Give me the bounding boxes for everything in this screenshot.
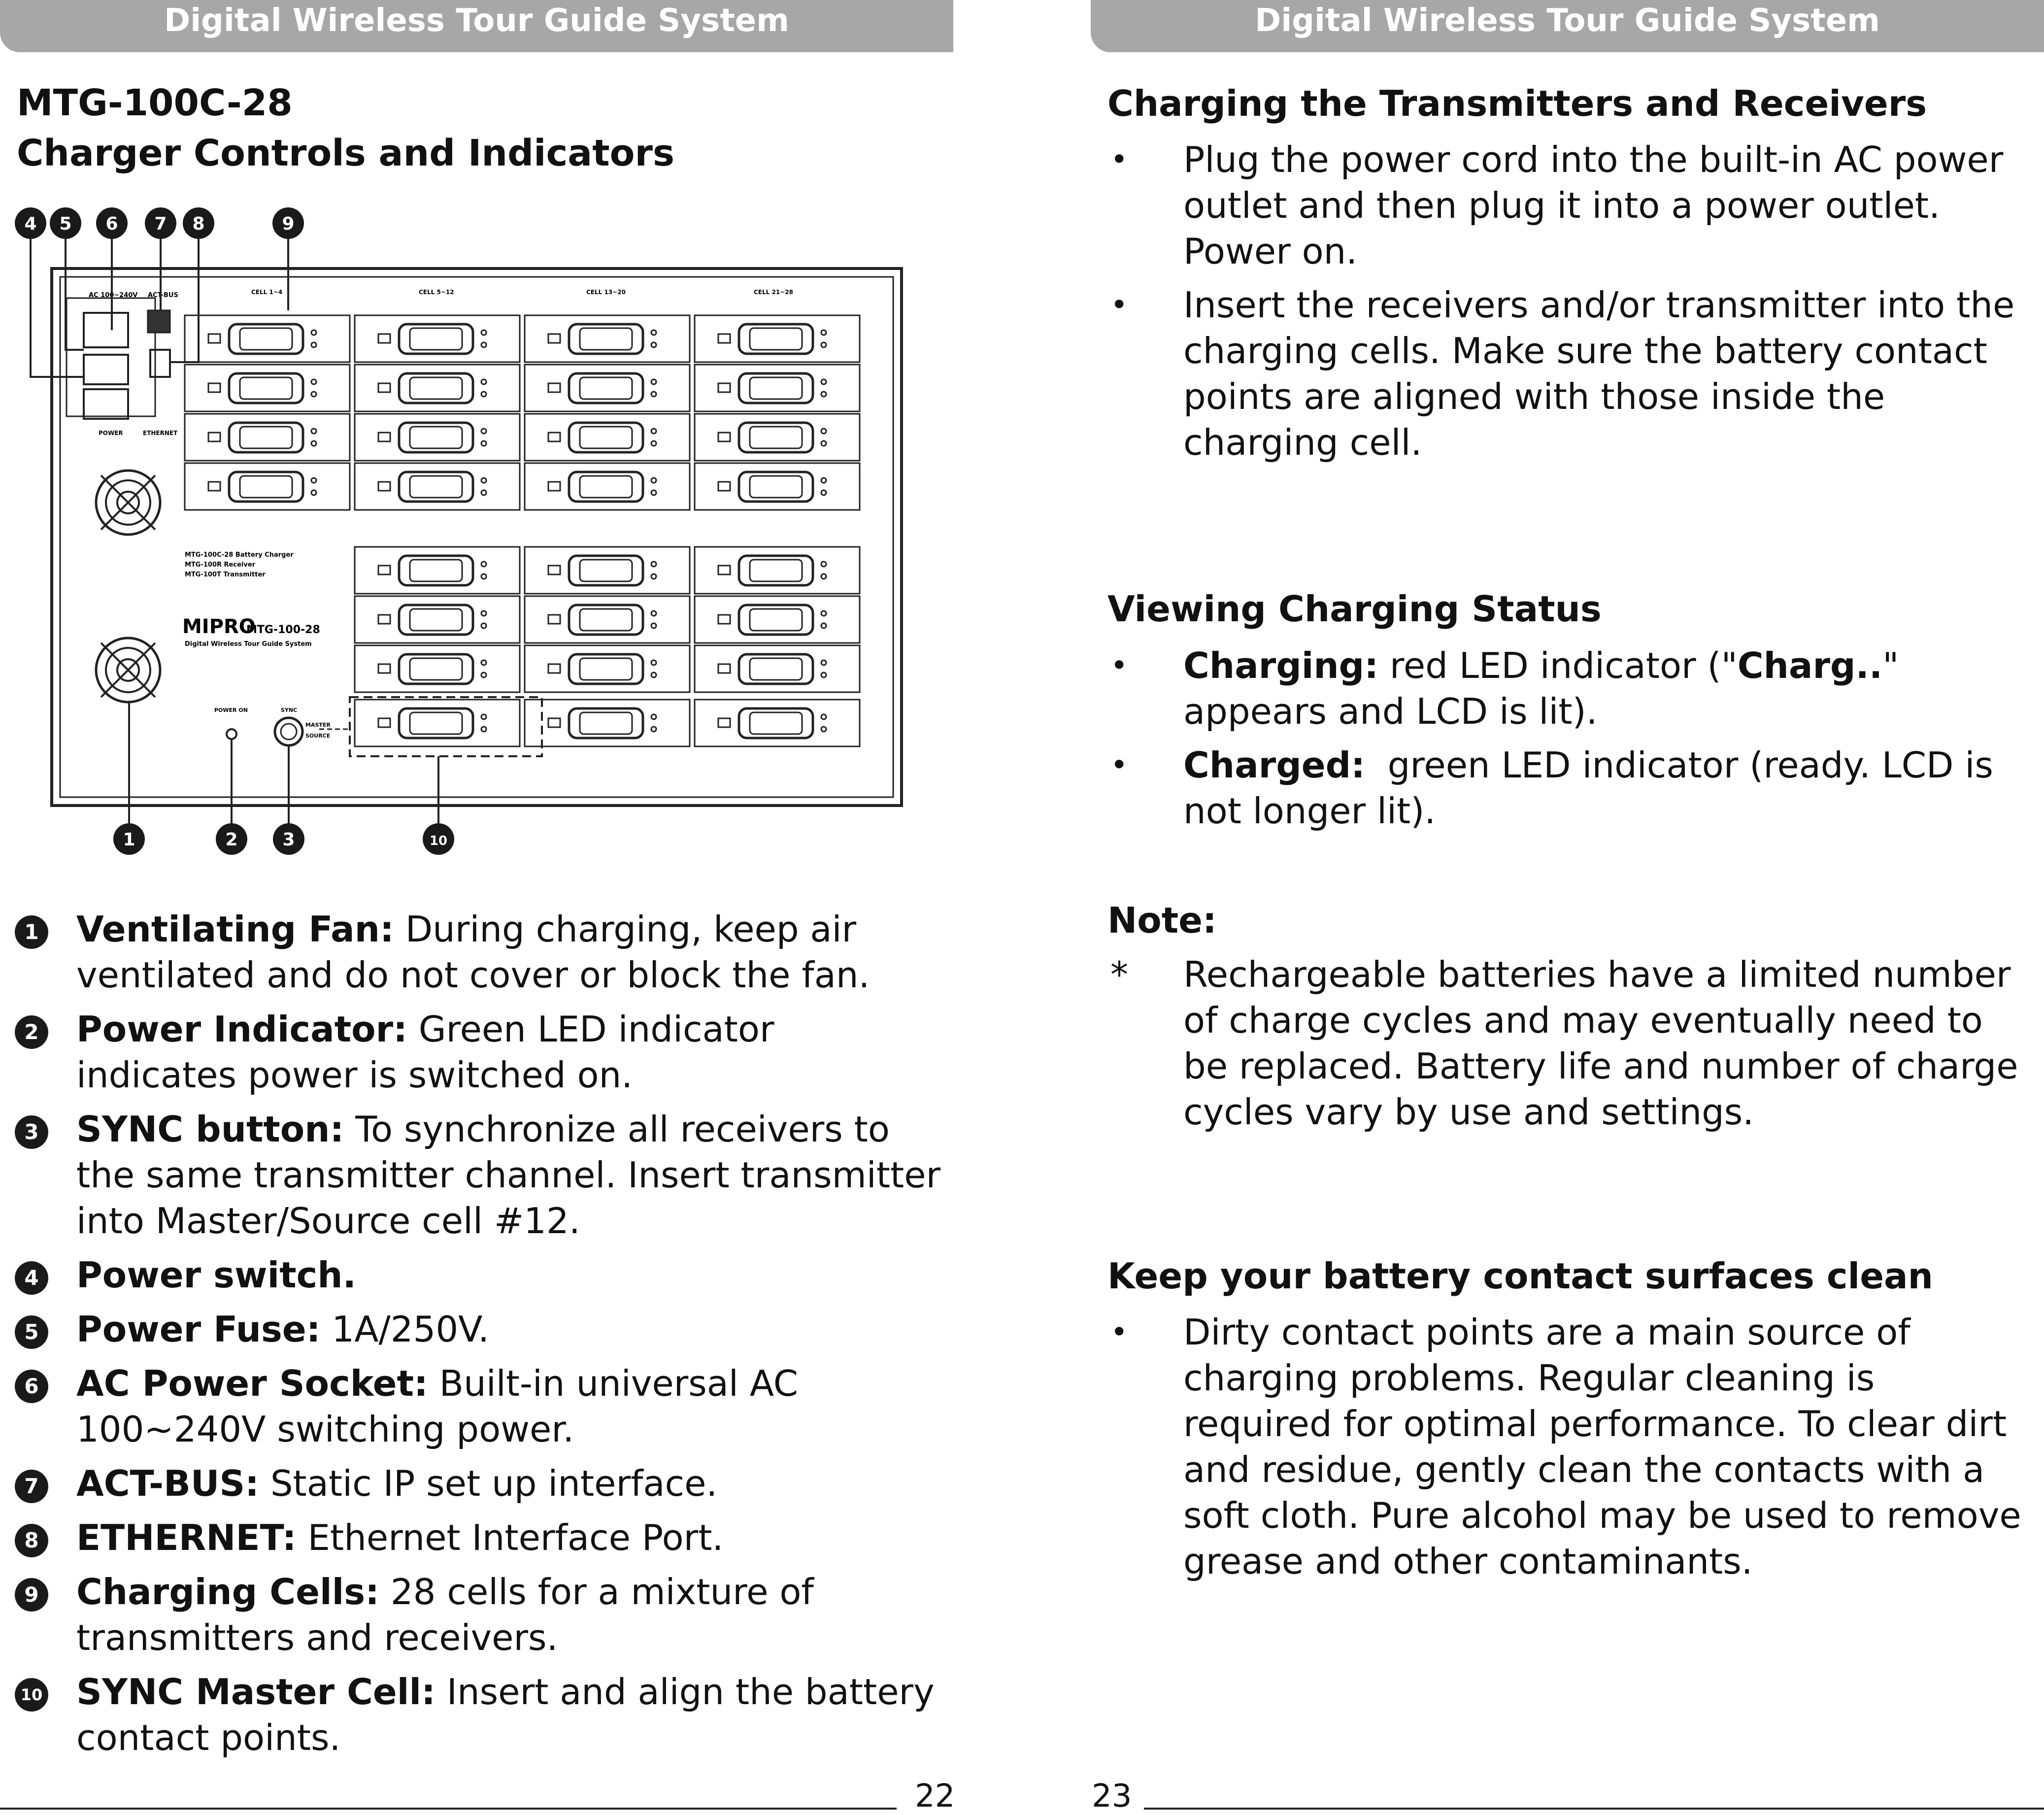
right-page — [1091, 0, 2044, 1813]
item-text: During charging, keep air ventilated and do not cover or block the fan. — [76, 908, 870, 996]
item-term: SYNC button: — [76, 1109, 344, 1150]
list-item: • Plug the power cord into the built-in AC power outlet and then plug it into a power outlet. Power on. — [1110, 139, 2004, 272]
status-heading: Viewing Charging Status — [1107, 588, 1602, 630]
brand-sub: Digital Wireless Tour Guide System — [185, 640, 312, 648]
description-item — [15, 1569, 941, 1661]
item-text: To synchronize all receivers to the same transmitter channel. Insert transmitter into Master/Source cell #12. — [76, 1109, 941, 1242]
charger-panel-diagram — [15, 200, 911, 867]
description-item — [15, 1007, 941, 1098]
item-text: Built-in universal AC 100~240V switching power. — [76, 1363, 798, 1450]
item-term: ETHERNET: — [76, 1517, 297, 1558]
fan-bottom — [96, 638, 160, 702]
svg-text:7: 7 — [154, 214, 167, 234]
item-term: Power switch. — [76, 1254, 356, 1296]
cell-1-4-label: CELL 1~4 — [251, 289, 283, 296]
svg-text:4: 4 — [24, 214, 37, 234]
note-heading: Note: — [1107, 900, 1217, 941]
description-item — [15, 1107, 941, 1244]
description-item — [15, 1252, 941, 1298]
brand-logo: MIPRO — [182, 615, 256, 638]
description-item — [15, 1307, 941, 1352]
controls-list — [15, 907, 941, 1769]
list-item: * Rechargeable batteries have a limited number of charge cycles and may eventually need to be replaced. Battery life and number of charge cycles vary by use and settings. — [1110, 954, 2018, 1133]
number-badge: 4 — [15, 1261, 48, 1295]
number-badge: 9 — [15, 1578, 48, 1612]
model-line-2: MTG-100R Receiver — [185, 561, 256, 569]
charging-bullets — [1107, 137, 2034, 466]
number-badge: 3 — [15, 1115, 48, 1149]
page-number: 22 — [915, 1778, 955, 1815]
description-item — [15, 1361, 941, 1452]
model-title: MTG-100C-28 — [17, 82, 293, 124]
item-term: Power Fuse: — [76, 1309, 321, 1350]
master-label: MASTER — [305, 722, 331, 728]
power-label: POWER — [99, 430, 123, 437]
charging-heading: Charging the Transmitters and Receivers — [1107, 83, 1927, 124]
item-term: AC Power Socket: — [76, 1363, 428, 1404]
svg-text:1: 1 — [123, 830, 135, 850]
page-title: Charger Controls and Indicators — [17, 132, 674, 174]
cell-5-12-label: CELL 5~12 — [419, 289, 454, 296]
list-item: • Charging: red LED indicator ("Charg.." appears and LCD is lit). — [1110, 645, 1899, 732]
cell-21-28-label: CELL 21~28 — [754, 289, 793, 296]
page-header: Digital Wireless Tour Guide System — [1091, 0, 2044, 52]
item-text: 1A/250V. — [320, 1309, 489, 1350]
item-text: Green LED indicator indicates power is switched on. — [76, 1008, 774, 1096]
brand-model: MTG-100-28 — [246, 624, 320, 636]
left-page — [0, 0, 953, 1813]
power-on-label: POWER ON — [214, 707, 248, 713]
svg-text:8: 8 — [192, 214, 205, 234]
number-badge: 8 — [15, 1524, 48, 1557]
cell-13-20-label: CELL 13~20 — [586, 289, 626, 296]
list-item: • Charged: green LED indicator (ready. LCD is not longer lit). — [1110, 744, 2005, 832]
item-term: SYNC Master Cell: — [76, 1671, 436, 1713]
number-badge: 7 — [15, 1470, 48, 1503]
item-text: Static IP set up interface. — [259, 1463, 718, 1504]
page-header: Digital Wireless Tour Guide System — [0, 0, 953, 52]
fan-top — [96, 471, 160, 535]
status-bullets — [1107, 643, 2034, 834]
description-item — [15, 1669, 941, 1761]
sync-label: SYNC — [281, 707, 298, 713]
svg-text:10: 10 — [429, 834, 448, 848]
model-line-1: MTG-100C-28 Battery Charger — [185, 551, 294, 559]
item-term: Ventilating Fan: — [76, 908, 394, 950]
clean-bullets — [1107, 1310, 2034, 1584]
list-item: • Dirty contact points are a main source of charging problems. Regular cleaning is required for optimal performance. To clear dirt and residue, gently clean the contacts with a soft cloth. Pure alcohol may be used to remove grease and other contaminants. — [1110, 1311, 2021, 1582]
ac-input-label: AC 100~240V — [89, 292, 138, 299]
svg-text:5: 5 — [59, 214, 72, 234]
item-term: Charging Cells: — [76, 1571, 379, 1613]
svg-text:9: 9 — [282, 214, 295, 234]
number-badge: 6 — [15, 1370, 48, 1403]
description-item — [15, 1461, 941, 1507]
act-bus-port — [148, 310, 170, 333]
item-text: Ethernet Interface Port. — [296, 1517, 724, 1558]
item-text: Insert and align the battery contact points. — [76, 1671, 935, 1758]
description-item — [15, 907, 941, 998]
item-text: 28 cells for a mixture of transmitters and receivers. — [76, 1571, 814, 1658]
source-label: SOURCE — [305, 733, 331, 739]
page-number: 23 — [1092, 1778, 1132, 1815]
number-badge: 5 — [15, 1315, 48, 1349]
act-bus-label: ACT-BUS — [148, 292, 178, 299]
ethernet-label: ETHERNET — [143, 430, 178, 437]
footer-rule — [0, 1808, 897, 1810]
item-term: ACT-BUS: — [76, 1463, 259, 1504]
list-item: • Insert the receivers and/or transmitter into the charging cells. Make sure the battery contact points are aligned with those inside the charging cell. — [1110, 284, 2015, 463]
clean-heading: Keep your battery contact surfaces clean — [1107, 1255, 1933, 1297]
description-item — [15, 1515, 941, 1561]
svg-text:3: 3 — [282, 830, 295, 850]
model-line-3: MTG-100T Transmitter — [185, 571, 266, 578]
number-badge: 1 — [15, 915, 48, 949]
svg-text:2: 2 — [225, 830, 238, 850]
number-badge: 10 — [15, 1678, 48, 1712]
svg-text:6: 6 — [105, 214, 118, 234]
footer-rule — [1144, 1808, 2044, 1810]
item-term: Power Indicator: — [76, 1008, 407, 1050]
number-badge: 2 — [15, 1015, 48, 1049]
note-body — [1107, 952, 2034, 1135]
